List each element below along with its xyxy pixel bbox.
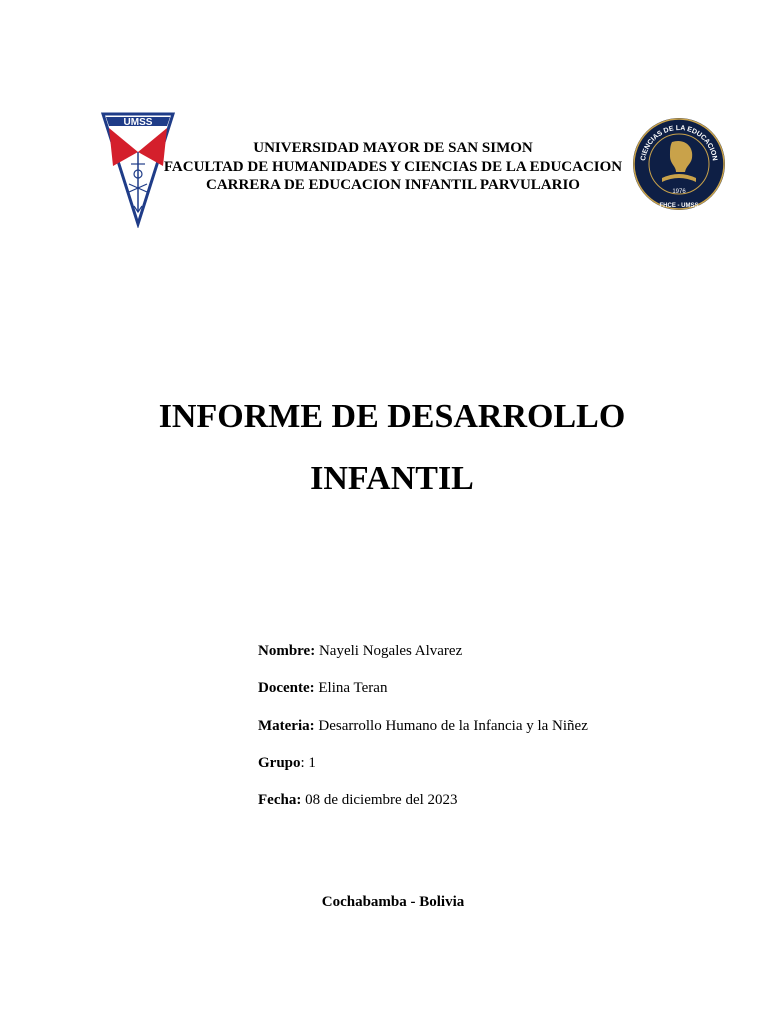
- field-value: 08 de diciembre del 2023: [301, 792, 458, 809]
- faculty-name: FACULTAD DE HUMANIDADES Y CIENCIAS DE LA EDUCACION: [163, 158, 623, 175]
- field-fecha: [258, 791, 588, 809]
- field-value: Desarrollo Humano de la Infancia y la Niñez: [314, 717, 588, 734]
- seal-ring-text: CIENCIAS DE LA EDUCACION: [640, 124, 718, 162]
- info-fields: [258, 642, 588, 828]
- field-nombre: [258, 642, 588, 660]
- field-label: Nombre:: [258, 643, 316, 659]
- field-value: Nayeli Nogales Alvarez: [315, 643, 463, 659]
- fhce-seal-icon: [632, 112, 726, 216]
- institution-header: [150, 139, 636, 195]
- footer-place: Cochabamba - Bolivia: [321, 894, 465, 910]
- university-name: UNIVERSIDAD MAYOR DE SAN SIMON: [253, 140, 533, 156]
- field-materia: [258, 717, 588, 735]
- document-title-line-1: INFORME DE DESARROLLO: [158, 398, 626, 435]
- field-grupo: [258, 754, 588, 772]
- document-title-line-2: INFANTIL: [310, 460, 474, 497]
- field-value: Elina Teran: [314, 680, 388, 697]
- field-label: Fecha:: [258, 792, 302, 809]
- field-label: Materia:: [258, 717, 315, 734]
- seal-year: 1976: [672, 189, 686, 195]
- field-label: Grupo: [258, 754, 301, 771]
- umss-logo-text: UMSS: [123, 117, 153, 128]
- field-docente: [258, 679, 588, 697]
- field-value: : 1: [300, 754, 316, 771]
- career-name: CARRERA DE EDUCACION INFANTIL PARVULARIO: [206, 177, 580, 193]
- field-label: Docente:: [258, 680, 315, 697]
- seal-bottom-text: FHCE - UMSS: [659, 203, 699, 209]
